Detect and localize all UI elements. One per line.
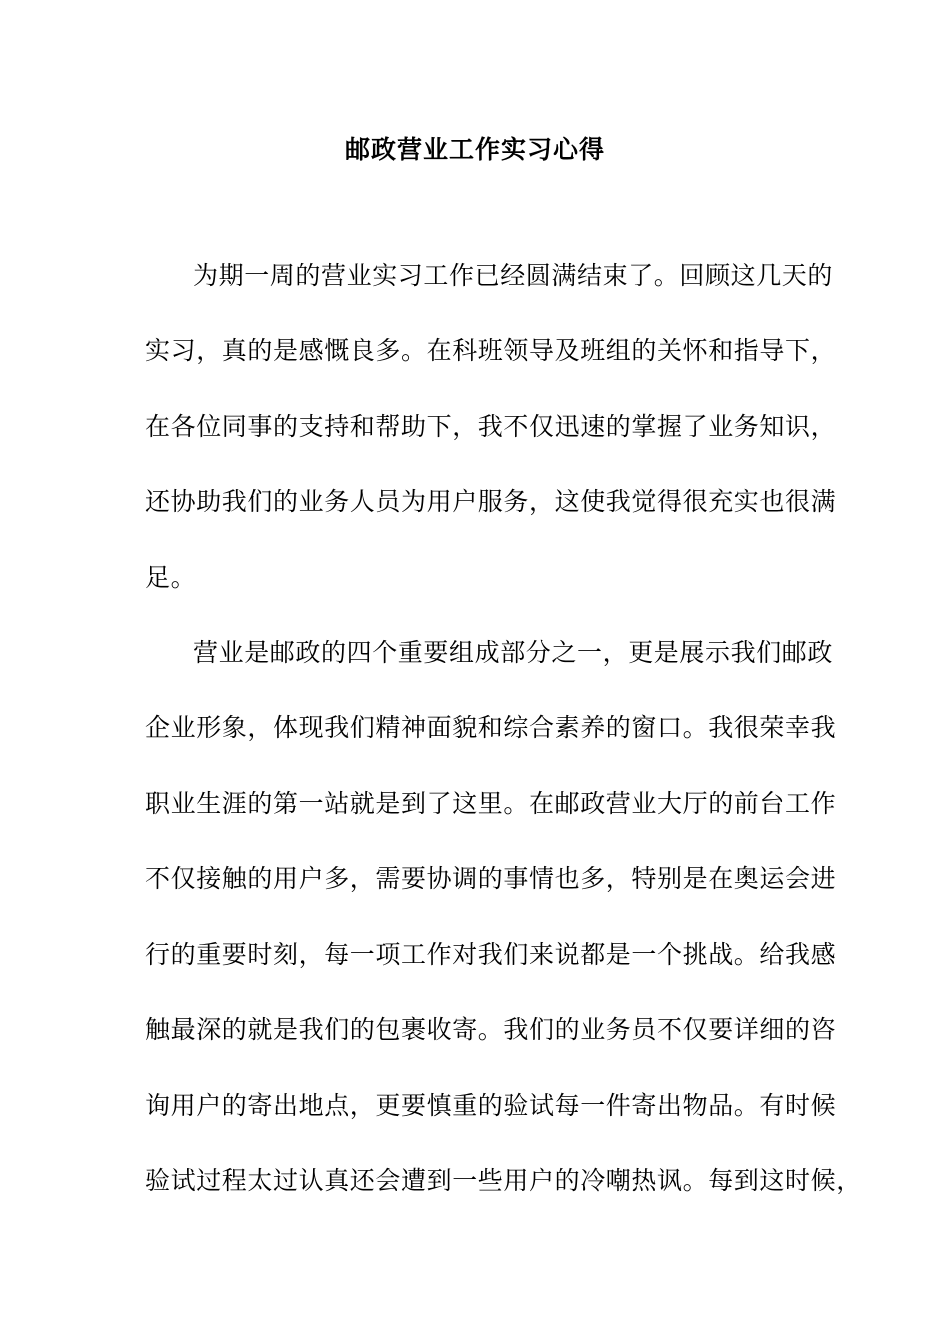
paragraph-2-line-2: 企业形象，体现我们精神面貌和综合素养的窗口。我很荣幸我	[145, 713, 837, 742]
paragraph-2-line-7: 询用户的寄出地点，更要慎重的验试每一件寄出物品。有时候	[145, 1091, 837, 1120]
paragraph-2-line-5: 行的重要时刻，每一项工作对我们来说都是一个挑战。给我感	[145, 940, 837, 969]
paragraph-1-line-5: 足。	[145, 563, 197, 592]
paragraph-2-line-6: 触最深的就是我们的包裹收寄。我们的业务员不仅要详细的咨	[145, 1015, 837, 1044]
document-title: 邮政营业工作实习心得	[344, 135, 605, 164]
paragraph-2-line-3: 职业生涯的第一站就是到了这里。在邮政营业大厅的前台工作	[145, 789, 837, 818]
paragraph-2-line-1: 营业是邮政的四个重要组成部分之一，更是展示我们邮政	[193, 638, 834, 667]
paragraph-2-line-4: 不仅接触的用户多，需要协调的事情也多，特别是在奥运会进	[145, 864, 837, 893]
paragraph-2-line-8: 验试过程太过认真还会遭到一些用户的冷嘲热讽。每到这时候，	[145, 1166, 862, 1195]
paragraph-1-line-3: 在各位同事的支持和帮助下，我不仅迅速的掌握了业务知识，	[145, 412, 837, 441]
paragraph-1-line-4: 还协助我们的业务人员为用户服务，这使我觉得很充实也很满	[145, 487, 837, 516]
paragraph-1-line-1: 为期一周的营业实习工作已经圆满结束了。回顾这几天的	[193, 261, 834, 290]
paragraph-1-line-2: 实习，真的是感慨良多。在科班领导及班组的关怀和指导下，	[145, 336, 837, 365]
